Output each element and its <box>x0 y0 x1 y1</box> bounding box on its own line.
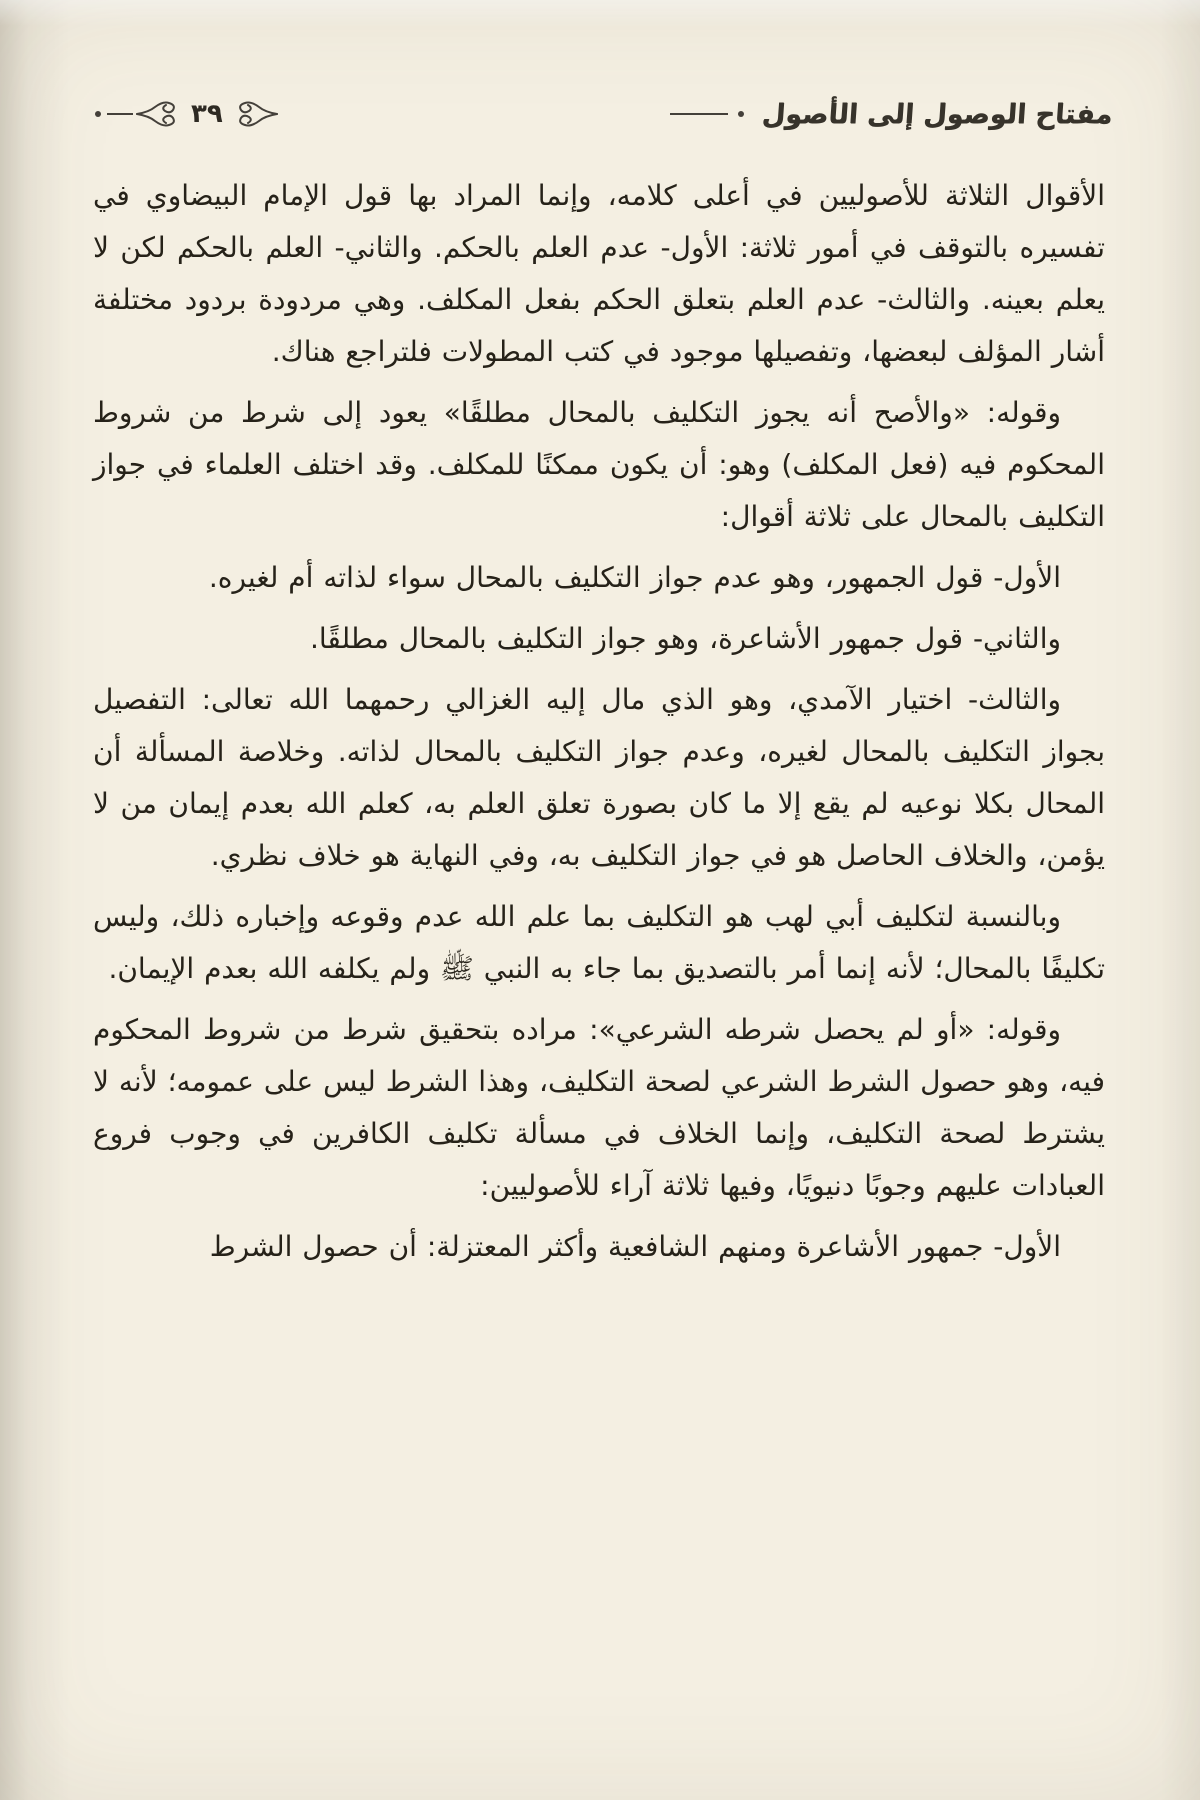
header-dot-left <box>95 111 101 117</box>
page-header <box>95 90 1112 138</box>
header-rule-right <box>670 113 728 115</box>
book-title: مفتاح الوصول إلى الأصول <box>760 98 1114 130</box>
page-number-cartouche <box>95 99 281 129</box>
page-number: ٣٩ <box>191 99 223 129</box>
book-title-block <box>670 99 1112 130</box>
paragraph: الأول- قول الجمهور، وهو عدم جواز التكليف بالمحال سواء لذاته أم لغيره. <box>208 561 1061 594</box>
paragraph: والثالث- اختيار الآمدي، وهو الذي مال إليه الغزالي رحمهما الله تعالى: التفصيل بجواز التكليف بالمحال لغيره، وعدم جواز التكليف بالمحال لذاته. وخلاصة المسألة أن المحال بكلا نوعيه لم يقع إلا ما كان بصورة تعلق العلم به، كعلم الله بعدم إيمان من لا يؤمن، والخلاف الحاصل هو في جواز التكليف به، وفي النهاية هو خلاف نظري. <box>93 683 1105 872</box>
paragraph: وقوله: «أو لم يحصل شرطه الشرعي»: مراده بتحقيق شرط من شروط المحكوم فيه، وهو حصول الشرط الشرعي لصحة التكليف، وهذا الشرط ليس على عمومه؛ لأنه لا يشترط لصحة التكليف، وإنما الخلاف في مسألة تكليف الكافرين في وجوب فروع العبادات عليهم وجوبًا دنيويًا، وفيها ثلاثة آراء للأصوليين: <box>93 1013 1105 1202</box>
paragraph: الأقوال الثلاثة للأصوليين في أعلى كلامه، وإنما المراد بها قول الإمام البيضاوي في تفسيره بالتوقف في أمور ثلاثة: الأول- عدم العلم بالحكم. والثاني- العلم بالحكم لكن لا يعلم بعينه. والثالث- عدم العلم بتعلق الحكم بفعل المكلف. وهي مردودة بردود مختلفة أشار المؤلف لبعضها، وتفصيلها موجود في كتب المطولات فلتراجع هناك. <box>93 179 1105 368</box>
scroll-ornament-icon <box>135 99 179 129</box>
scroll-ornament-icon <box>235 99 279 129</box>
paragraph: الأول- جمهور الأشاعرة ومنهم الشافعية وأكثر المعتزلة: أن حصول الشرط <box>209 1230 1061 1263</box>
paragraph: وقوله: «والأصح أنه يجوز التكليف بالمحال مطلقًا» يعود إلى شرط من شروط المحكوم فيه (فعل المكلف) وهو: أن يكون ممكنًا للمكلف. وقد اختلف العلماء في جواز التكليف بالمحال على ثلاثة أقوال: <box>93 396 1105 533</box>
header-dot-right <box>738 111 744 117</box>
header-rule-left <box>107 113 133 115</box>
paragraph: وبالنسبة لتكليف أبي لهب هو التكليف بما علم الله عدم وقوعه وإخباره ذلك، وليس تكليفًا بالمحال؛ لأنه إنما أمر بالتصديق بما جاء به النبي ﷺ ولم يكلفه الله بعدم الإيمان. <box>93 900 1105 985</box>
paragraph: والثاني- قول جمهور الأشاعرة، وهو جواز التكليف بالمحال مطلقًا. <box>309 622 1061 655</box>
page-text <box>93 170 1105 1282</box>
